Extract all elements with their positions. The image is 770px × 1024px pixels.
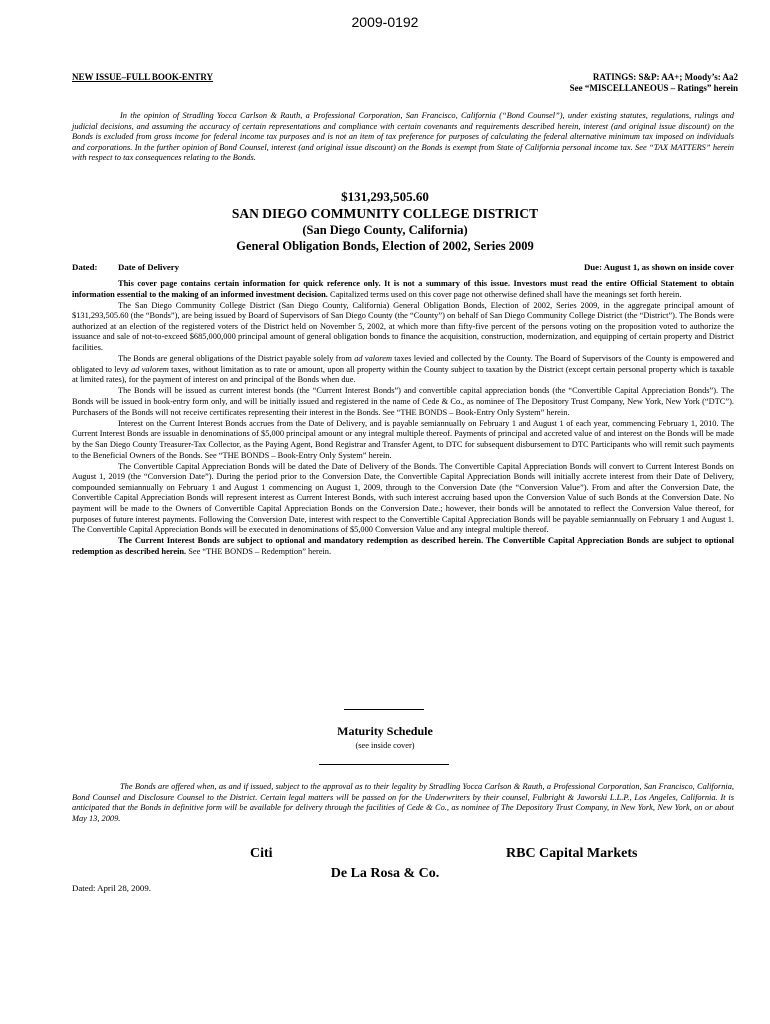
bond-series: General Obligation Bonds, Election of 2002, Series 2009	[236, 239, 534, 253]
document-date: Dated: April 28, 2009.	[72, 883, 151, 893]
due-date: Due: August 1, as shown on inside cover	[583, 262, 734, 272]
maturity-schedule-note: (see inside cover)	[355, 741, 415, 750]
cover-body	[72, 279, 734, 558]
bond-counsel-opinion: In the opinion of Stradling Yocca Carlson & Rauth, a Professional Corporation, San Francisco, California (“Bond Counsel”), under existing statutes, regulations, rulings and judicial decisions, and assuming the accuracy of certain representations and compliance with certain covenants and requirements described herein, interest (and original issue discount) on the Bonds is excluded from gross income for federal income tax purposes and is not an item of tax preference for purposes of calculating the federal alternative minimum tax imposed on individuals and corporations. In the further opinion of Bond Counsel, interest (and original issue discount) on the Bonds is exempt from State of California personal income tax. See “TAX MATTERS” herein with respect to tax consequences relating to the Bonds.	[72, 111, 734, 163]
issuer-county: (San Diego County, California)	[302, 223, 468, 237]
dated-value: Date of Delivery	[118, 262, 180, 272]
underwriter-citi: Citi	[250, 846, 273, 861]
quick-reference-paragraph: This cover page contains certain information for quick reference only. It is not a summary of this issue. Investors must read the entire Official Statement to obtain information essential to the making of an informed investment decision. Capitalized terms used on this cover page not otherwise defined shall have the meanings set forth herein.	[72, 279, 734, 299]
underwriter-de-la-rosa: De La Rosa & Co.	[330, 866, 440, 881]
security-paragraph: The Bonds are general obligations of the District payable solely from ad valorem taxes levied and collected by the County. The Board of Supervisors of the County is empowered and obligated to levy ad valorem taxes, without limitation as to rate or amount, upon all property within the County subject to taxation by the District (except certain personal property which is taxable at limited rates), for the payment of interest on and principal of the Bonds when due.	[72, 354, 735, 385]
issuance-paragraph: The San Diego Community College District (San Diego County, California) General Obligation Bonds, Election of 2002, Series 2009, in the aggregate principal amount of $131,293,505.60 (the “Bonds”), are being issued by Board of Supervisors of San Diego County (the “County”) on behalf of San Diego Community College District (the “District”). The Bonds were authorized at an election of the registered voters of the District held on November 5, 2002, at which more than fifty-five percent of the persons voting on the proposition voted to authorize the issuance and sale of not-to-exceed $685,000,000 principal amount of general obligation bonds to finance the acquisition, construction, modernization, and equipping of certain property and District facilities.	[72, 300, 734, 353]
offering-paragraph: The Bonds are offered when, as and if issued, subject to the approval as to their legality by Stradling Yocca Carlson & Rauth, a Professional Corporation, San Francisco, California, Bond Counsel and Disclosure Counsel to the District. Certain legal matters will be passed on for the Underwriters by their counsel, Fulbright & Jaworski L.L.P., Los Angeles, California. It is anticipated that the Bonds in definitive form will be available for delivery through the facilities of Cede & Co., as nominee of The Depository Trust Company, in New York, New York, on or about May 13, 2009.	[72, 782, 734, 823]
ratings-block	[570, 72, 738, 94]
ratings-reference: See “MISCELLANEOUS – Ratings” herein	[569, 83, 738, 93]
dated-label: Dated:	[72, 262, 98, 272]
ratings-line: RATINGS: S&P: AA+; Moody’s: Aa2	[592, 72, 738, 82]
convertible-paragraph: The Convertible Capital Appreciation Bonds will be dated the Date of Delivery of the Bonds. The Convertible Capital Appreciation Bonds will convert to Current Interest Bonds on August 1, 2019 (the “Conversion Date”). During the period prior to the Conversion Date, the Convertible Capital Appreciation Bonds will initially accrete interest from their Date of Delivery, compounded semiannually on February 1 and August 1 commencing on August 1, 2009, through to the Conversion Date (the “Conversion Value”). From and after the Conversion Date, the Convertible Capital Appreciation Bonds will represent interest as Current Interest Bonds, with such interest accruing based upon the Conversion Value of such Bonds at the Conversion Date. No payment will be made to the Owners of Convertible Capital Appreciation Bonds on the Conversion Date.; however, their bonds will be annotated to reflect the Conversion Value thereof, for purposes of future interest payments. Following the Conversion Date, interest with respect to the Convertible Capital Appreciation Bonds will be payable semiannually on February 1 and August 1. The Convertible Capital Appreciation Bonds will be executed in denominations of $5,000 Conversion Value and any integral multiple thereof.	[72, 461, 734, 535]
divider	[344, 709, 424, 710]
interest-paragraph: Interest on the Current Interest Bonds accrues from the Date of Delivery, and is payable semiannually on February 1 and August 1 of each year, commencing February 1, 2010. The Current Interest Bonds are issuable in denominations of $5,000 principal amount or any integral multiple thereof. Payments of principal and accreted value of and interest on the Bonds will be made by the San Diego County Treasurer-Tax Collector, as the Paying Agent, Bond Registrar and Transfer Agent, to DTC for subsequent disbursement to DTC Participants who will remit such payments to the Beneficial Owners of the Bonds. See “THE BONDS – Book-Entry Only System” herein.	[72, 418, 734, 460]
issuer-name: SAN DIEGO COMMUNITY COLLEGE DISTRICT	[231, 206, 539, 221]
divider	[319, 764, 449, 765]
issue-type: NEW ISSUE–FULL BOOK-ENTRY	[72, 72, 214, 82]
maturity-schedule-title: Maturity Schedule	[337, 724, 433, 738]
redemption-paragraph: The Current Interest Bonds are subject to optional and mandatory redemption as described herein. The Convertible Capital Appreciation Bonds are subject to optional redemption as described herein. See “THE BONDS – Redemption” herein.	[72, 536, 734, 556]
document-id: 2009-0192	[351, 14, 419, 30]
principal-amount: $131,293,505.60	[341, 189, 429, 204]
underwriter-rbc: RBC Capital Markets	[506, 846, 638, 861]
book-entry-paragraph: The Bonds will be issued as current interest bonds (the “Current Interest Bonds”) and convertible capital appreciation bonds (the “Convertible Capital Appreciation Bonds”). The Bonds will be issued in book-entry form only, and will be initially issued and registered in the name of Cede & Co., as nominee of The Depository Trust Company, New York, New York (“DTC”). Purchasers of the Bonds will not receive certificates representing their interest in the Bonds. See “THE BONDS – Book-Entry Only System” herein.	[72, 386, 734, 417]
